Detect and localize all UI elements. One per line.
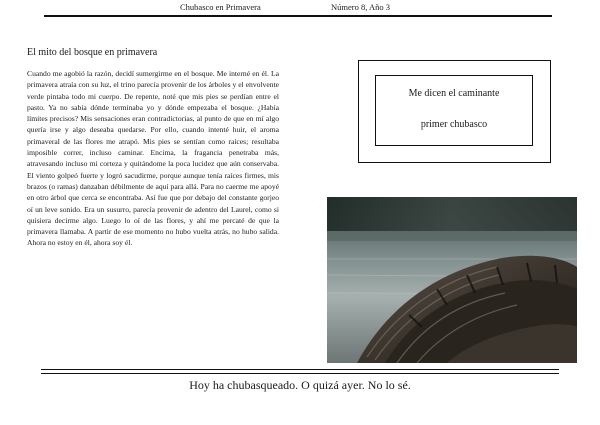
pull-quote-inner-frame — [375, 75, 533, 146]
footer-rule-bottom — [41, 373, 559, 374]
page-header — [0, 0, 600, 14]
article-body: Cuando me agobió la razón, decidí sumergirme en el bosque. Me interné en él. La primavera atraía con su luz, el trino parecía provenir de los árboles y el envolvente verde pintaba todo mi cuerpo. De repente, noté que mis pies se perdían entre el pasto. Ya no sabía dónde terminaba yo y dónde empezaba el bosque. ¿Había límites precisos? Mis sensaciones eran contradictorias, al punto de que en mí algo quería irse y algo deseaba quedarse. Por ello, cuando intenté huir, el aroma primaveral de las flores me atrapó. Mis pies se sentían como raíces; resultaba imposible correr, incluso caminar. Encima, la fragancia penetraba más, atravesando incluso mi corteza y quitándome la poca lucidez que aún conservaba. El viento golpeó fuerte y logró sacudirme, porque aunque tenía raíces firmes, mis brazos (o ramas) danzaban débilmente de aquí para allá. Para no caerme me apoyé en otro árbol que cerca se encontraba. Así fue que por debajo del constante gorjeo oí un leve sonido. Era un susurro, parecía provenir de adentro del Laurel, como si quisiera decirme algo. Luego lo oí de las flores, y ahí me percaté de que la primavera llamaba. A partir de ese momento no hubo vuelta atrás, no hubo salida. Ahora no estoy en él, ahora soy él. — [27, 69, 279, 248]
pull-quote-box — [358, 60, 551, 163]
publication-name: Chubasco en Primavera — [180, 2, 261, 12]
footer-rule-top — [41, 369, 559, 370]
footer-tagline: Hoy ha chubasqueado. O quizá ayer. No lo sé. — [189, 378, 411, 392]
article-photo — [327, 197, 577, 363]
article-title: El mito del bosque en primavera — [27, 47, 158, 58]
pull-quote-line-1: Me dicen el caminante — [408, 88, 500, 99]
issue-number: Número 8, Año 3 — [331, 2, 391, 12]
header-rule — [44, 15, 552, 17]
pull-quote-line-2: primer chubasco — [420, 119, 488, 130]
wooden-wheel-photo — [327, 197, 577, 363]
